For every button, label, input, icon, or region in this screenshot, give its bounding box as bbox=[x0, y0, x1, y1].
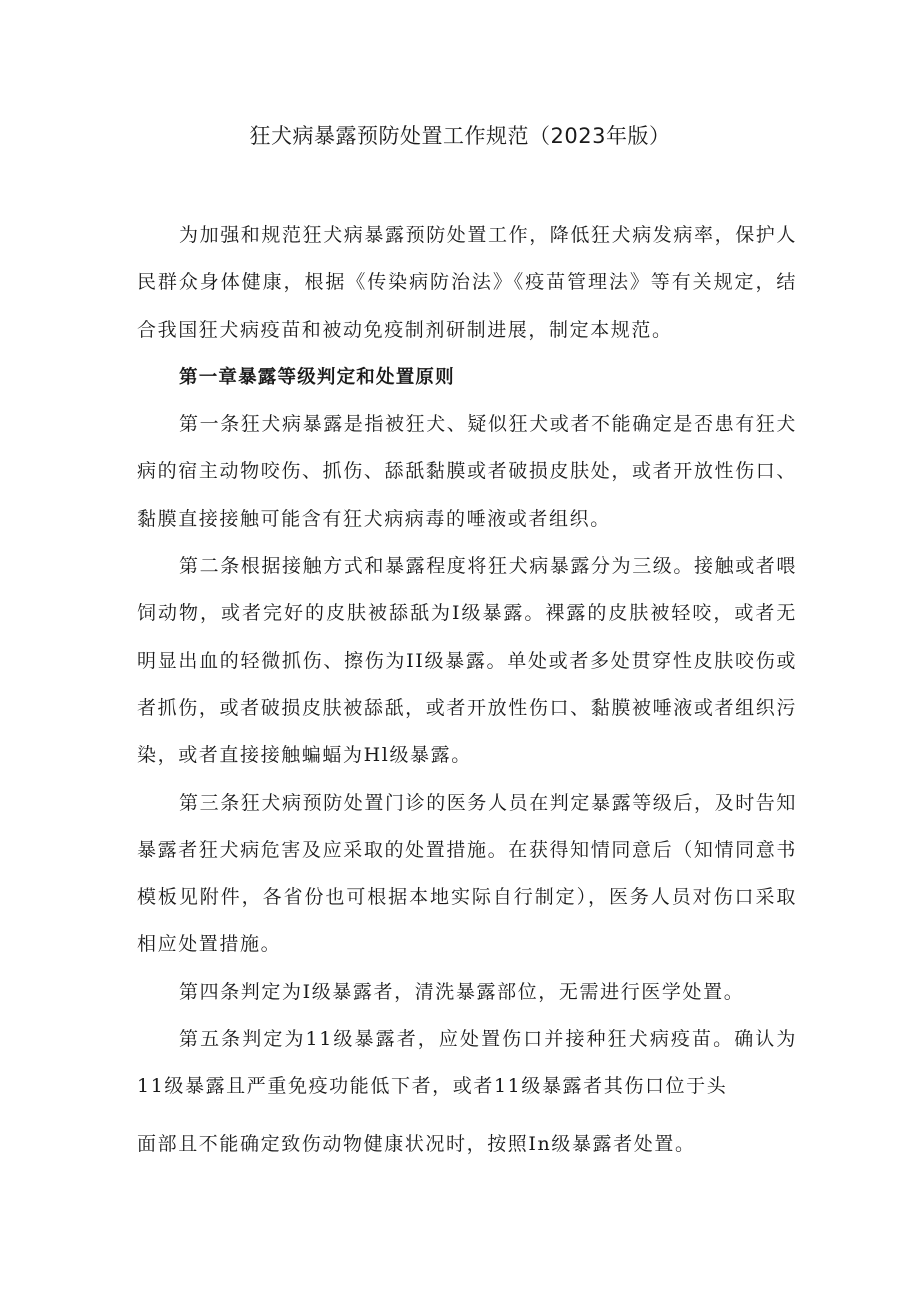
article-2: 第二条根据接触方式和暴露程度将狂犬病暴露分为三级。接触或者喂饲动物，或者完好的皮肤被舔舐为I级暴露。裸露的皮肤被轻咬，或者无明显出血的轻微抓伤、擦伤为II级暴露。单处或者多处贯穿性皮肤咬伤或者抓伤，或者破损皮肤被舔舐，或者开放性伤口、黏膜被唾液或者组织污染，或者直接接触蝙蝠为Hl级暴露。 bbox=[137, 555, 798, 767]
intro-paragraph: 为加强和规范狂犬病暴露预防处置工作，降低狂犬病发病率，保护人民群众身体健康，根据《传染病防治法》《疫苗管理法》等有关规定，结合我国狂犬病疫苗和被动免疫制剂研制进展，制定本规范。 bbox=[137, 224, 798, 341]
article-5: 第五条判定为11级暴露者，应处置伤口并接种狂犬病疫苗。确认为11级暴露且严重免疫功能低下者，或者11级暴露者其伤口位于头 bbox=[137, 1028, 797, 1098]
article-1: 第一条狂犬病暴露是指被狂犬、疑似狂犬或者不能确定是否患有狂犬病的宿主动物咬伤、抓伤、舔舐黏膜或者破损皮肤处，或者开放性伤口、黏膜直接接触可能含有狂犬病病毒的唾液或者组织。 bbox=[137, 413, 798, 530]
article-4: 第四条判定为I级暴露者，清洗暴露部位，无需进行医学处置。 bbox=[179, 980, 745, 1003]
article-3: 第三条狂犬病预防处置门诊的医务人员在判定暴露等级后，及时告知暴露者狂犬病危害及应采取的处置措施。在获得知情同意后（知情同意书模板见附件，各省份也可根据本地实际自行制定），医务人员对伤口采取相应处置措施。 bbox=[137, 791, 798, 956]
spacer bbox=[137, 1111, 797, 1121]
article-5-continuation: 面部且不能确定致伤动物健康状况时，按照In级暴露者处置。 bbox=[137, 1132, 696, 1155]
chapter-heading: 第一章暴露等级判定和处置原则 bbox=[179, 366, 455, 388]
document-title: 狂犬病暴露预防处置工作规范（2023年版） bbox=[249, 124, 671, 148]
document-body bbox=[137, 212, 797, 1168]
